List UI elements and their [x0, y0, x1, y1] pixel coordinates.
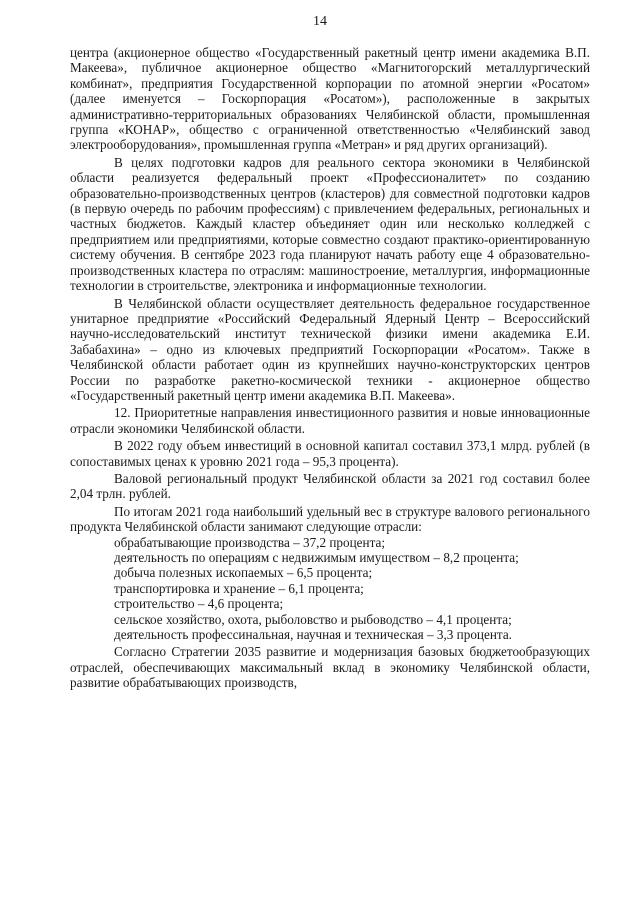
list-item: добыча полезных ископаемых – 6,5 процента; — [114, 565, 373, 581]
paragraph-centers-list: центра (акционерное общество «Государственный ракетный центр имени академика В.П. Макеева», публичное акционерное общество «Магнитогорский металлургический комбинат», предприятия Государственной корпорации по атомной энергии «Росатом» (далее именуется – Госкорпорация «Росатом»), расположенные в закрытых административно-территориальных образованиях Челябинской области, промышленная группа «КОНАР», общество с ограниченной ответственностью «Челябинский завод электрооборудования», промышленная группа «Метран» и ряд других организаций). — [70, 45, 590, 153]
paragraph-investments: В 2022 году объем инвестиций в основной капитал составил 373,1 млрд. рублей (в сопоставимых ценах к уровню 2021 года – 95,3 процента). — [70, 438, 590, 469]
section-heading-12: 12. Приоритетные направления инвестиционного развития и новые инновационные отрасли экономики Челябинской области. — [70, 405, 590, 436]
paragraph-professionalitet: В целях подготовки кадров для реального сектора экономики в Челябинской области реализуется федеральный проект «Профессионалитет» по созданию образовательно-производственных центров (кластеров) для совместной подготовки кадров (в первую очередь по рабочим профессиям) с привлечением федеральных, региональных и частных бюджетов. Каждый кластер объединяет один или несколько колледжей с предприятием или предприятиями, которые совместно создают практико-ориентированную систему обучения. В сентябре 2023 года планируют начать работу еще 4 образовательно-производственных кластера по отраслям: машиностроение, металлургия, информационные технологии в строительстве, электроника и информационные технологии. — [70, 154, 590, 294]
list-item: строительство – 4,6 процента; — [114, 596, 284, 612]
document-body — [70, 45, 590, 691]
list-item: обрабатывающие производства – 37,2 процента; — [114, 534, 386, 550]
page-number: 14 — [313, 14, 327, 29]
list-item: деятельность профессинальная, научная и техническая – 3,3 процента. — [114, 627, 512, 643]
list-item: транспортировка и хранение – 6,1 процента; — [114, 580, 364, 596]
paragraph-grp-structure: По итогам 2021 года наибольший удельный вес в структуре валового регионального продукта Челябинской области занимают следующие отрасли: — [70, 503, 590, 535]
list-item: деятельность по операциям с недвижимым имуществом – 8,2 процента; — [114, 550, 519, 565]
industries-list — [70, 535, 590, 643]
paragraph-nuclear-center: В Челябинской области осуществляет деятельность федеральное государственное унитарное предприятие «Российский Федеральный Ядерный Центр – Всероссийский научно-исследовательский институт технической физики имени академика Е.И. Забабахина» – одно из ключевых предприятий Госкорпорации «Росатом». Также в Челябинской области работает один из крупнейших научно-конструкторских центров России по разработке ракетно-космической техники - акционерное общество «Государственный ракетный центр имени академика В.П. Макеева». — [70, 295, 590, 403]
list-item: сельское хозяйство, охота, рыболовство и рыбоводство – 4,1 процента; — [114, 611, 512, 627]
paragraph-strategy-2035: Согласно Стратегии 2035 развитие и модернизация базовых бюджетообразующих отраслей, обеспечивающих максимальный вклад в экономику Челябинской области, развитие обрабатывающих производств, — [70, 644, 590, 691]
paragraph-grp: Валовой региональный продукт Челябинской области за 2021 год составил более 2,04 трлн. рублей. — [70, 470, 590, 502]
